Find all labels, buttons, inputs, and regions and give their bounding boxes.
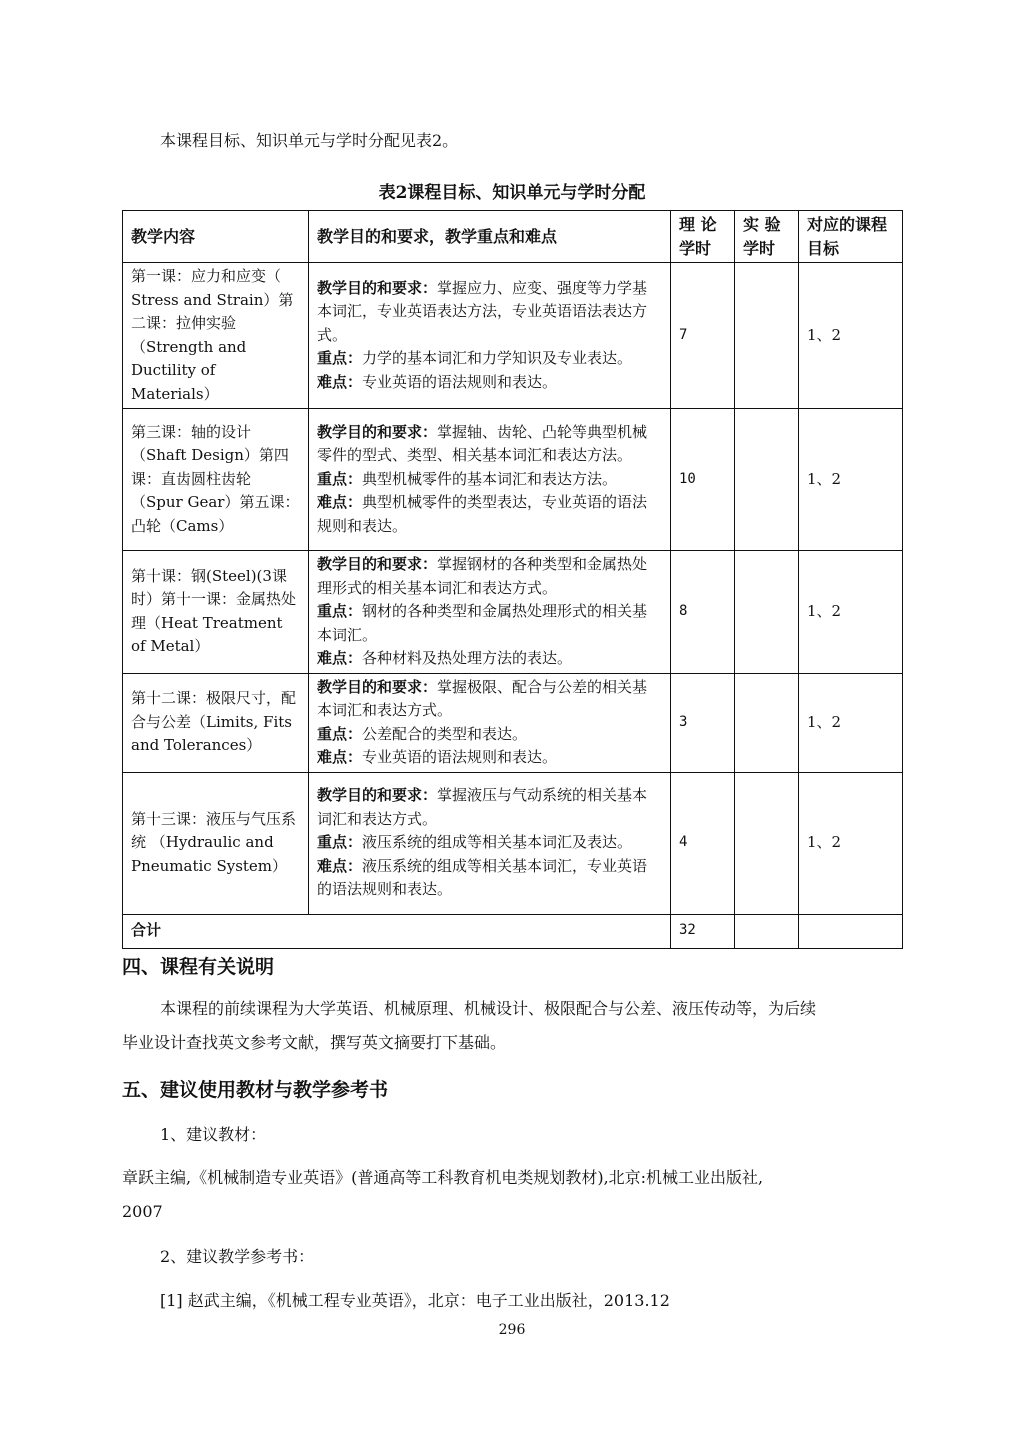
- goal-label: 教学目的和要求：: [317, 677, 438, 696]
- intro-text: 本课程目标、知识单元与学时分配见表2。: [160, 131, 459, 150]
- course-table: [122, 210, 903, 949]
- lesson-content: 第一课：应力和应变（ Stress and Strain）第二课：拉伸实验（Strength and Ductility of Materials）: [123, 263, 309, 409]
- difficulty-label: 难点：: [317, 372, 363, 391]
- key-text: 液压系统的组成等相关基本词汇及表达。: [362, 833, 633, 852]
- lab-hours: [735, 673, 799, 772]
- total-objectives: [799, 914, 903, 948]
- total-label: 合计: [123, 914, 671, 948]
- difficulty-label: 难点：: [317, 748, 363, 766]
- header-lab-hours: 实 验学时: [735, 211, 799, 263]
- reference-entry-1: [1] 赵武主编，《机械工程专业英语》，北京：电子工业出版社，2013.12: [160, 1291, 670, 1310]
- section-4-heading: 四、课程有关说明: [122, 956, 275, 978]
- key-text: 钢材的各种类型和金属热处理形式的相关基本词汇。: [317, 602, 648, 644]
- reference-label: 2、建议教学参考书：: [160, 1247, 315, 1266]
- section-4-body-line-1: 本课程的前续课程为大学英语、机械原理、机械设计、极限配合与公差、液压传动等，为后续: [160, 999, 817, 1018]
- header-objectives: 对应的课程目标: [799, 211, 903, 263]
- course-objectives: 1、2: [799, 263, 903, 409]
- lesson-goals: [309, 772, 671, 914]
- difficulty-label: 难点：: [317, 856, 363, 875]
- header-goals: 教学目的和要求，教学重点和难点: [309, 211, 671, 263]
- lesson-goals: [309, 409, 671, 551]
- lab-hours: [735, 409, 799, 551]
- table-row: [123, 263, 903, 409]
- page-number: 296: [498, 1322, 526, 1338]
- key-label: 重点：: [317, 833, 363, 852]
- difficulty-label: 难点：: [317, 493, 363, 512]
- goal-text: 掌握轴、齿轮、凸轮等典型机械零件的型式、类型、相关基本词汇和表达方法。: [317, 422, 648, 465]
- difficulty-text: 各种材料及热处理方法的表达。: [362, 649, 573, 667]
- lab-hours: [735, 551, 799, 674]
- key-text: 公差配合的类型和表达。: [362, 724, 528, 743]
- key-label: 重点：: [317, 349, 363, 368]
- difficulty-text: 液压系统的组成等相关基本词汇，专业英语的语法规则和表达。: [317, 856, 648, 899]
- goal-text: 掌握液压与气动系统的相关基本词汇和表达方式。: [317, 786, 648, 828]
- lesson-content: 第三课：轴的设计（Shaft Design）第四课：直齿圆柱齿轮（Spur Gear）第五课：凸轮（Cams）: [123, 409, 309, 551]
- table-header-row: [123, 211, 903, 263]
- difficulty-text: 专业英语的语法规则和表达。: [362, 372, 558, 391]
- total-theory-hours: 32: [671, 914, 735, 948]
- textbook-entry-line-1: 章跃主编,《机械制造专业英语》(普通高等工科教育机电类规划教材),北京:机械工业出版社,: [122, 1168, 764, 1187]
- total-lab-hours: [735, 914, 799, 948]
- goal-text: 掌握钢材的各种类型和金属热处理形式的相关基本词汇和表达方式。: [317, 555, 648, 597]
- course-objectives: 1、2: [799, 551, 903, 674]
- difficulty-label: 难点：: [317, 649, 363, 667]
- course-objectives: 1、2: [799, 673, 903, 772]
- theory-hours: 8: [671, 551, 735, 674]
- table-row: [123, 551, 903, 674]
- theory-hours: 4: [671, 772, 735, 914]
- course-objectives: 1、2: [799, 409, 903, 551]
- key-text: 典型机械零件的基本词汇和表达方法。: [362, 469, 618, 488]
- goal-text: 掌握应力、应变、强度等力学基本词汇，专业英语表达方法，专业英语语法表达方式。: [317, 278, 648, 344]
- lesson-content: 第十二课：极限尺寸，配合与公差（Limits, Fits and Tolerances）: [123, 673, 309, 772]
- header-content: 教学内容: [123, 211, 309, 263]
- course-objectives: 1、2: [799, 772, 903, 914]
- header-theory-hours: 理 论学时: [671, 211, 735, 263]
- table-row: [123, 409, 903, 551]
- key-label: 重点：: [317, 724, 363, 743]
- table-row: [123, 673, 903, 772]
- goal-label: 教学目的和要求：: [317, 555, 438, 573]
- textbook-label: 1、建议教材：: [160, 1125, 267, 1144]
- goal-label: 教学目的和要求：: [317, 422, 438, 441]
- theory-hours: 3: [671, 673, 735, 772]
- textbook-entry-line-2: 2007: [122, 1202, 163, 1221]
- goal-text: 掌握极限、配合与公差的相关基本词汇和表达方式。: [317, 677, 648, 719]
- goal-label: 教学目的和要求：: [317, 786, 438, 805]
- theory-hours: 7: [671, 263, 735, 409]
- lesson-goals: [309, 551, 671, 674]
- table-total-row: [123, 914, 903, 948]
- goal-label: 教学目的和要求：: [317, 278, 438, 297]
- lab-hours: [735, 772, 799, 914]
- table-caption: 表2课程目标、知识单元与学时分配: [378, 183, 646, 203]
- section-5-heading: 五、建议使用教材与教学参考书: [122, 1079, 389, 1101]
- lesson-goals: [309, 263, 671, 409]
- table-row: [123, 772, 903, 914]
- lesson-goals: [309, 673, 671, 772]
- theory-hours: 10: [671, 409, 735, 551]
- key-label: 重点：: [317, 469, 363, 488]
- lesson-content: 第十三课：液压与气压系统 （Hydraulic and Pneumatic System）: [123, 772, 309, 914]
- difficulty-text: 典型机械零件的类型表达，专业英语的语法规则和表达。: [317, 493, 648, 535]
- section-4-body-line-2: 毕业设计查找英文参考文献，撰写英文摘要打下基础。: [122, 1033, 507, 1052]
- lab-hours: [735, 263, 799, 409]
- lesson-content: 第十课：钢(Steel)(3课时）第十一课：金属热处理（Heat Treatment of Metal）: [123, 551, 309, 674]
- difficulty-text: 专业英语的语法规则和表达。: [362, 748, 558, 766]
- key-label: 重点：: [317, 602, 363, 620]
- key-text: 力学的基本词汇和力学知识及专业表达。: [362, 349, 633, 368]
